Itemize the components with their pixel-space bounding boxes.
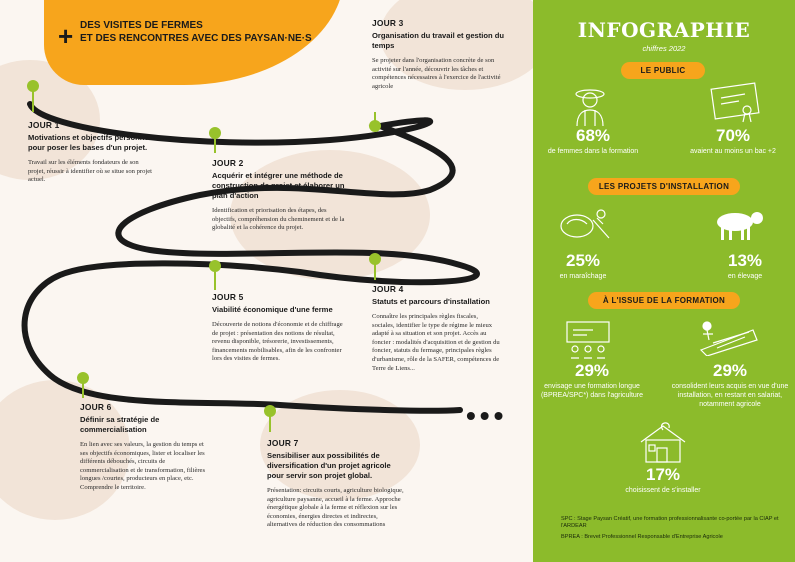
section-public: LE PUBLIC (621, 62, 705, 79)
diploma-icon (709, 82, 761, 126)
day-title: JOUR 4 (372, 284, 404, 294)
footnote-bprea: BPREA : Brevet Professionnel Responsable d'Entreprise Agricole (561, 534, 723, 540)
continuation-dots: ••• (466, 400, 508, 431)
day-description: Connaître les principales règles fiscales, sociales, identifier le type de régime le mieux adapté à sa situation et son projet. Accès au foncier : modalités d'acquisition et de gestion du foncier, statuts du fermage, principales règles d'urbanisme, rôle de la SAFER, compétences de Terre de Liens... (372, 313, 500, 372)
day-heading: Définir sa stratégie de commercialisation (80, 415, 160, 434)
day-2-marker (209, 127, 221, 139)
day-description: Découverte de notions d'économie et de chiffrage de projet : présentation des notions de résultat, revenu disponible, trésorerie, investissements, financements mobilisables, afin de les confronter lors des visites de fermes. (212, 321, 343, 363)
day-5-stem (214, 272, 216, 290)
day-description: Présentation: circuits courts, agriculture biologique, agriculture paysanne, accueil à la ferme. Approche énergétique globale à la ferme et réflexion sur les économies, énergies directes et indirectes, alternatives de réduction des consommations (267, 487, 404, 529)
stat-maraichage (543, 252, 623, 281)
day-description: En lien avec ses valeurs, la gestion du temps et ses objectifs économiques, lister et localiser les différents débouchés, circuits de commercialisation et de transformation, filières longues /courtes, producteurs en place, etc. Comprendre le territoire. (80, 441, 206, 491)
day-heading: Viabilité économique d'une ferme (212, 305, 333, 314)
field-worker-icon (697, 316, 761, 356)
stat-label: avaient au moins un bac +2 (690, 148, 776, 155)
day-7-marker (264, 405, 276, 417)
day-description: Se projeter dans l'organisation concrète de son activité sur l'année, découvrir les tâches et compétences nécessaires à l'exercice de l'activité agricole (372, 57, 501, 90)
day-title: JOUR 6 (80, 402, 112, 412)
stat-formation (537, 362, 647, 400)
day-2 (212, 158, 352, 233)
day-heading: Sensibiliser aux possibilités de diversification d'un projet agricole pour servir son projet global. (267, 451, 391, 480)
day-5-marker (209, 260, 221, 272)
stat-label: en élevage (727, 273, 763, 280)
day-heading: Motivations et objectifs personnels pour poser les bases d'un projet. (28, 133, 156, 152)
stat-label: envisage une formation longue (BPREA/SPC*) dans l'agriculture (540, 383, 644, 399)
day-1 (28, 120, 156, 185)
cow-icon (711, 204, 769, 244)
visits-line-1: DES VISITES DE FERMES (80, 20, 203, 31)
stat-value: 70% (715, 126, 751, 145)
day-3 (372, 18, 507, 91)
stat-elevage (705, 252, 785, 281)
day-4 (372, 284, 500, 373)
stat-value: 29% (712, 361, 748, 380)
stat-label: de femmes dans la formation (547, 148, 639, 155)
day-6 (80, 402, 210, 493)
visits-line-2: ET DES RENCONTRES AVEC DES PAYSAN·NE·S (80, 33, 312, 44)
stat-value: 29% (574, 361, 610, 380)
day-title: JOUR 3 (372, 18, 404, 28)
farmhouse-icon (637, 420, 689, 464)
stat-bac (683, 127, 783, 156)
plus-icon: + (58, 21, 74, 51)
stat-femmes (543, 127, 643, 156)
day-6-marker (77, 372, 89, 384)
woman-farmer-icon (567, 84, 613, 128)
day-heading: Organisation du travail et gestion du temps (372, 31, 505, 50)
day-heading: Acquérir et intégrer une méthode de construction de projet et élaborer un plan d'action (212, 171, 345, 200)
day-title: JOUR 2 (212, 158, 244, 168)
footnote-spc: SPC : Stage Paysan Créatif, une formation professionnalisante co-portée par la CIAP et l'ARDEAR (561, 516, 779, 530)
stat-installer (613, 466, 713, 495)
day-1-stem (32, 90, 34, 112)
classroom-icon (563, 318, 613, 360)
section-projets: LES PROJETS D'INSTALLATION (588, 178, 740, 195)
stat-value: 13% (727, 251, 763, 270)
section-issue: À L'ISSUE DE LA FORMATION (588, 292, 740, 309)
day-title: JOUR 7 (267, 438, 299, 448)
stat-label: consolident leurs acquis en vue d'une installation, en restant en salariat, notamment agricole (671, 383, 789, 408)
stat-value: 25% (565, 251, 601, 270)
day-3-marker (369, 120, 381, 132)
day-1-marker (27, 80, 39, 92)
day-7 (267, 438, 405, 530)
day-description: Travail sur les éléments fondateurs de son projet, réussir à identifier où se situe son projet actuel. (28, 159, 152, 184)
day-heading: Statuts et parcours d'installation (372, 297, 490, 306)
stat-label: en maraîchage (559, 273, 607, 280)
day-title: JOUR 1 (28, 120, 60, 130)
stat-label: choisissent de s'installer (625, 487, 701, 494)
day-title: JOUR 5 (212, 292, 244, 302)
day-4-marker (369, 253, 381, 265)
stat-value: 68% (575, 126, 611, 145)
stat-value: 17% (645, 465, 681, 484)
day-description: Identification et priorisation des étapes, des objectifs, compréhension du cheminement et de la globalité et la cohérence du projet. (212, 207, 345, 232)
infographic-panel (533, 0, 795, 562)
vegetables-icon (557, 204, 613, 244)
day-5 (212, 292, 350, 364)
infographic-subtitle: chiffres 2022 (642, 44, 686, 53)
infographic-title: INFOGRAPHIE (577, 18, 751, 42)
stat-acquis (669, 362, 791, 409)
